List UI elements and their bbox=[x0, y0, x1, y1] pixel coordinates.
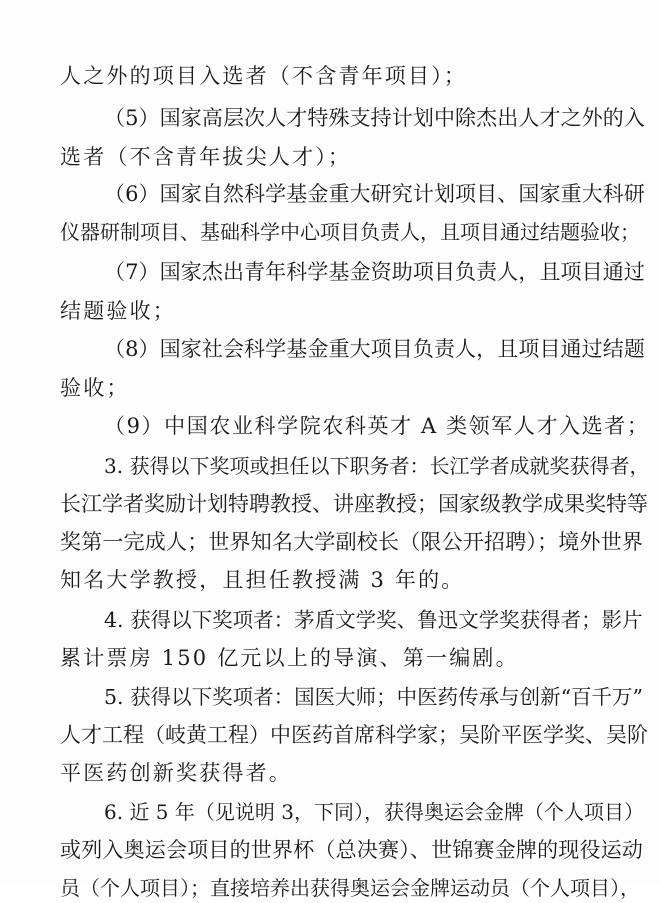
text-line: 3. 获得以下奖项或担任以下职务者：长江学者成就奖获得者， bbox=[104, 454, 650, 478]
text-line: （8）国家社会科学基金重大项目负责人，且项目通过结题 bbox=[104, 337, 645, 361]
text-line: 4. 获得以下奖项者：茅盾文学奖、鲁迅文学奖获得者；影片 bbox=[104, 608, 643, 632]
text-line: 奖第一完成人；世界知名大学副校长（限公开招聘）；境外世界 bbox=[60, 530, 644, 554]
text-line: 结题验收； bbox=[60, 299, 176, 323]
text-line: 选者（不含青年拔尖人才）； bbox=[60, 145, 352, 169]
text-line: （7）国家杰出青年科学基金资助项目负责人，且项目通过 bbox=[104, 260, 645, 284]
text-line: 仪器研制项目、基础科学中心项目负责人，且项目通过结题验收； bbox=[60, 220, 640, 244]
text-line: 长江学者奖励计划特聘教授、讲座教授；国家级教学成果奖特等 bbox=[60, 492, 648, 516]
text-line: 累计票房 150 亿元以上的导演、第一编剧。 bbox=[60, 646, 519, 670]
text-line: 人之外的项目入选者（不含青年项目）； bbox=[60, 64, 468, 88]
text-line: 6. 近 5 年（见说明 3，下同），获得奥运会金牌（个人项目） bbox=[104, 800, 644, 824]
text-line: 5. 获得以下奖项者：国医大师；中医药传承与创新“百千万” bbox=[104, 685, 644, 709]
text-line: （5）国家高层次人才特殊支持计划中除杰出人才之外的入 bbox=[104, 106, 645, 130]
text-line: 验收； bbox=[60, 376, 130, 400]
text-line: （9）中国农业科学院农科英才 A 类领军人才入选者； bbox=[104, 414, 650, 438]
text-line: 平医药创新奖获得者。 bbox=[60, 761, 292, 785]
text-line: 员（个人项目）；直接培养出获得奥运会金牌运动员（个人项目）， bbox=[60, 876, 640, 900]
text-line: 或列入奥运会项目的世界杯（总决赛）、世锦赛金牌的现役运动 bbox=[60, 838, 644, 862]
text-line: 知名大学教授，且担任教授满 3 年的。 bbox=[60, 568, 465, 592]
text-line: （6）国家自然科学基金重大研究计划项目、国家重大科研 bbox=[104, 182, 645, 206]
text-line: 人才工程（岐黄工程）中医药首席科学家；吴阶平医学奖、吴阶 bbox=[60, 723, 648, 747]
